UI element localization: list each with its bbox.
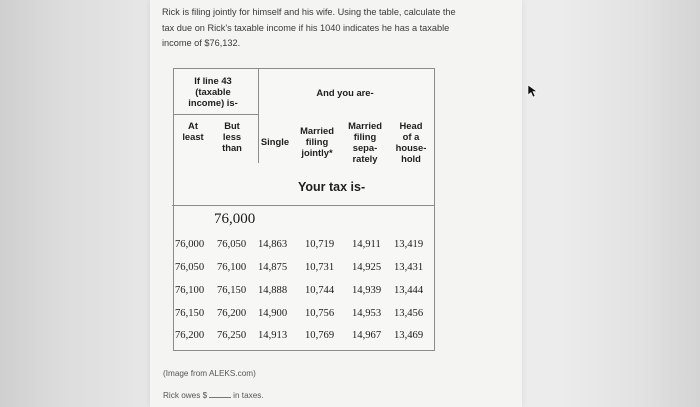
- at-least-cell: 76,100: [175, 285, 205, 296]
- but-less-l3: than: [222, 142, 242, 153]
- head-cell: 13,444: [394, 285, 424, 296]
- but-less-than-cell: 76,200: [217, 308, 247, 319]
- line43-header-l1: If line 43: [194, 75, 232, 86]
- hoh-l2: of a: [402, 131, 420, 142]
- mfj-l3: jointly*: [301, 147, 333, 158]
- and-you-are-header: And you are-: [316, 87, 374, 98]
- hoh-l3: house-: [395, 142, 427, 153]
- at-least-l2: least: [182, 131, 204, 142]
- jointly-cell: 10,719: [305, 239, 335, 250]
- mfj-l2: filing: [305, 136, 329, 147]
- mfs-l3: sepa-: [352, 142, 378, 153]
- image-source-note: (Image from ALEKS.com): [163, 369, 256, 378]
- married-jointly-header: [294, 125, 340, 158]
- line43-header: [178, 75, 248, 108]
- single-cell: 14,900: [258, 308, 288, 319]
- single-cell: 14,875: [258, 262, 288, 273]
- header-divider-vertical: [258, 68, 259, 163]
- but-less-than-cell: 76,150: [217, 285, 247, 296]
- your-tax-is-header: Your tax is-: [298, 180, 366, 194]
- single-cell: 14,888: [258, 285, 288, 296]
- at-least-header: [176, 120, 210, 142]
- table-row: [0, 262, 700, 282]
- mfj-l1: Married: [300, 125, 334, 136]
- table-row: [0, 285, 700, 305]
- table-row: [0, 239, 700, 259]
- head-cell: 13,456: [394, 308, 424, 319]
- line43-header-l3: income) is-: [188, 97, 238, 108]
- header-bottom-rule: [172, 205, 434, 206]
- jointly-cell: 10,731: [305, 262, 335, 273]
- header-divider-horizontal: [173, 114, 258, 115]
- line43-header-l2: (taxable: [195, 86, 231, 97]
- single-header: Single: [260, 136, 290, 147]
- head-cell: 13,431: [394, 262, 424, 273]
- separately-cell: 14,911: [352, 239, 381, 250]
- mouse-pointer-icon: [527, 84, 541, 98]
- hoh-l4: hold: [401, 153, 421, 164]
- table-row: [0, 308, 700, 328]
- question-line-1: Rick is filing jointly for himself and his wife. Using the table, calculate the: [162, 7, 456, 17]
- jointly-cell: 10,744: [305, 285, 335, 296]
- mfs-l2: filing: [353, 131, 377, 142]
- answer-line: [163, 389, 264, 400]
- but-less-l1: But: [224, 120, 240, 131]
- question-line-2: tax due on Rick's taxable income if his 1040 indicates he has a taxable: [162, 22, 450, 33]
- jointly-cell: 10,756: [305, 308, 335, 319]
- separately-cell: 14,967: [352, 330, 382, 341]
- hoh-l1: Head: [399, 120, 423, 131]
- answer-suffix: in taxes.: [233, 391, 264, 400]
- at-least-cell: 76,050: [175, 262, 205, 273]
- head-cell: 13,419: [394, 239, 424, 250]
- separately-cell: 14,925: [352, 262, 382, 273]
- at-least-cell: 76,000: [175, 239, 205, 250]
- jointly-cell: 10,769: [305, 330, 335, 341]
- mfs-l4: rately: [352, 153, 378, 164]
- table-row: [0, 330, 700, 350]
- mfs-l1: Married: [348, 120, 382, 131]
- answer-input[interactable]: [209, 389, 231, 398]
- at-least-l1: At: [188, 120, 198, 131]
- single-cell: 14,863: [258, 239, 288, 250]
- question-line-3: income of $76,132.: [162, 38, 241, 48]
- income-group-heading: 76,000: [214, 211, 256, 227]
- separately-cell: 14,939: [352, 285, 382, 296]
- but-less-than-header: [214, 120, 250, 153]
- at-least-cell: 76,200: [175, 330, 205, 341]
- but-less-l2: less: [222, 131, 242, 142]
- married-separately-header: [342, 120, 388, 164]
- answer-prefix: Rick owes $: [163, 391, 208, 400]
- but-less-than-cell: 76,100: [217, 262, 247, 273]
- single-cell: 14,913: [258, 330, 288, 341]
- head-cell: 13,469: [394, 330, 424, 341]
- but-less-than-cell: 76,050: [217, 239, 247, 250]
- head-household-header: [390, 120, 432, 164]
- at-least-cell: 76,150: [175, 308, 205, 319]
- separately-cell: 14,953: [352, 308, 382, 319]
- but-less-than-cell: 76,250: [217, 330, 247, 341]
